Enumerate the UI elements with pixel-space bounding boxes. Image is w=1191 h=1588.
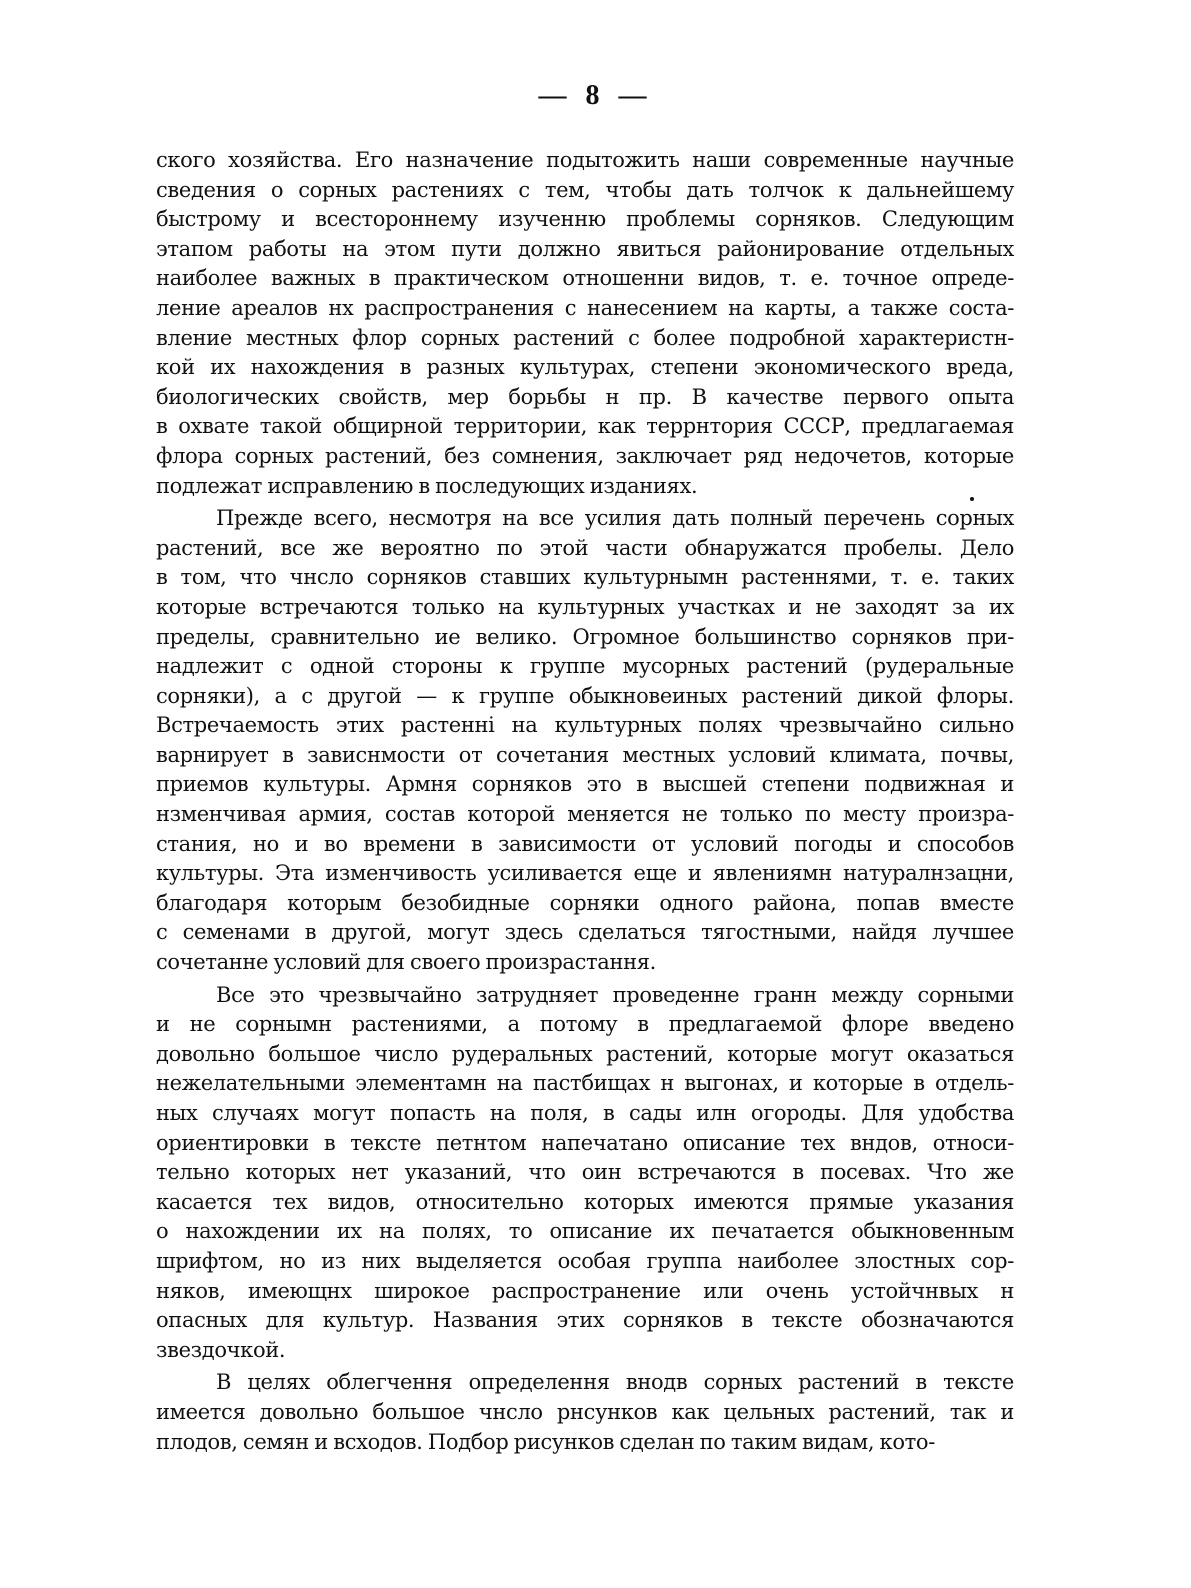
page-number: — 8 — <box>538 80 653 111</box>
text-line: стания, но и во времени в зависимости от условий погоды и способов <box>156 831 1014 856</box>
text-line: биологических свойств, мер борьбы н пр. В качестве первого опыта <box>156 384 1014 409</box>
text-line: с семенами в другой, могут здесь сделаться тягостными, найдя лучшее <box>156 920 1014 945</box>
text-line: сочетанне условий для своего произрастання. <box>156 950 656 975</box>
body-text <box>156 146 1014 1457</box>
text-line: флора сорных растений, без сомнения, заключает ряд недочетов, которые <box>156 443 1014 468</box>
text-line: плодов, семян и всходов. Подбор рисунков сделан по таким видам, кото- <box>156 1429 935 1454</box>
text-line: Встречаемость этих растенні на культурных полях чрезвычайно сильно <box>156 713 1014 738</box>
text-line: в том, что чнсло сорняков ставших культурнымн растеннями, т. е. таких <box>156 565 1014 590</box>
text-line: кой их нахождения в разных культурах, степени экономического вреда, <box>156 355 1014 380</box>
text-line: быстрому и всестороннему изученню проблемы сорняков. Следующим <box>156 207 1014 232</box>
paragraph-4 <box>156 1368 1014 1457</box>
text-line: ориентировки в тексте петнтом напечатано описание тех вндов, относи- <box>156 1130 1014 1155</box>
text-line: нзменчивая армия, состав которой меняется не только по месту произра- <box>156 802 1014 827</box>
text-line: подлежат исправлению в последующих изданиях. <box>156 473 698 498</box>
text-line: приемов культуры. Армня сорняков это в высшей степени подвижная и <box>156 772 1014 797</box>
text-line: этапом работы на этом пути должно явиться районирование отдельных <box>156 236 1014 261</box>
text-line: сведения о сорных растениях с тем, чтобы дать толчок к дальнейшему <box>156 177 1014 202</box>
text-line: Прежде всего, несмотря на все усилия дать полный перечень сорных <box>216 506 1014 531</box>
text-line: варнирует в зависнмости от сочетания местных условий климата, почвы, <box>156 742 1014 767</box>
text-line: Все это чрезвычайно затрудняет проведенне гранн между сорными <box>216 982 1014 1007</box>
text-line: ского хозяйства. Его назначение подытожить наши современные научные <box>156 148 1014 172</box>
text-line: и не сорнымн растениями, а потому в предлагаемой флоре введено <box>156 1012 1014 1037</box>
text-line: ление ареалов нх распространения с нанесением на карты, а также соста- <box>156 295 1014 320</box>
text-line: благодаря которым безобидные сорняки одного района, попав вместе <box>156 890 1014 915</box>
text-line: касается тех видов, относительно которых имеются прямые указания <box>156 1189 1014 1214</box>
text-line: няков, имеющнх широкое распространение или очень устойчнвых н <box>156 1278 1014 1303</box>
text-line: растений, все же вероятно по этой части обнаружатся пробелы. Дело <box>156 535 1014 560</box>
text-line: пределы, сравнительно ие велико. Огромное большинство сорняков при- <box>156 624 1014 649</box>
text-line: нежелательными элементамн на пастбищах н выгонах, и которые в отдель- <box>156 1071 1014 1096</box>
text-line: культуры. Эта изменчивость усиливается еще и явлениямн натуралнзацни, <box>156 861 1014 886</box>
text-line: наиболее важных в практическом отношенни видов, т. е. точное опреде- <box>156 266 1014 291</box>
paragraph-3 <box>156 981 1014 1366</box>
text-line: в охвате такой общирной территории, как террнтория СССР, предлагаемая <box>156 414 1014 439</box>
paragraph-2 <box>156 504 1014 978</box>
text-line: вление местных флор сорных растений с более подробной характеристн- <box>156 325 1014 350</box>
text-line: звездочкой. <box>156 1337 286 1362</box>
text-line: довольно большое число рудеральных растений, которые могут оказаться <box>156 1041 1014 1066</box>
text-line: В целях облегчення определення внодв сорных растений в тексте <box>216 1370 1014 1395</box>
text-line: опасных для культур. Названия этих сорняков в тексте обозначаются <box>156 1308 1014 1333</box>
text-line: надлежит с одной стороны к группе мусорных растений (рудеральные <box>156 654 1014 679</box>
text-line: сорняки), а с другой — к группе обыкновеиных растений дикой флоры. <box>156 683 1014 708</box>
text-line: шрифтом, но из них выделяется особая группа наиболее злостных сор- <box>156 1248 1014 1273</box>
text-line: о нахождении их на полях, то описание их печатается обыкновенным <box>156 1219 1014 1244</box>
text-line: тельно которых нет указаний, что оин встречаются в посевах. Что же <box>156 1160 1014 1185</box>
paragraph-1 <box>156 146 1014 501</box>
text-line: которые встречаются только на культурных участках и не заходят за их <box>156 594 1014 619</box>
text-line: имеется довольно большое чнсло рнсунков как цельных растений, так и <box>156 1399 1014 1424</box>
text-line: ных случаях могут попасть на поля, в сады илн огороды. Для удобства <box>156 1101 1014 1125</box>
